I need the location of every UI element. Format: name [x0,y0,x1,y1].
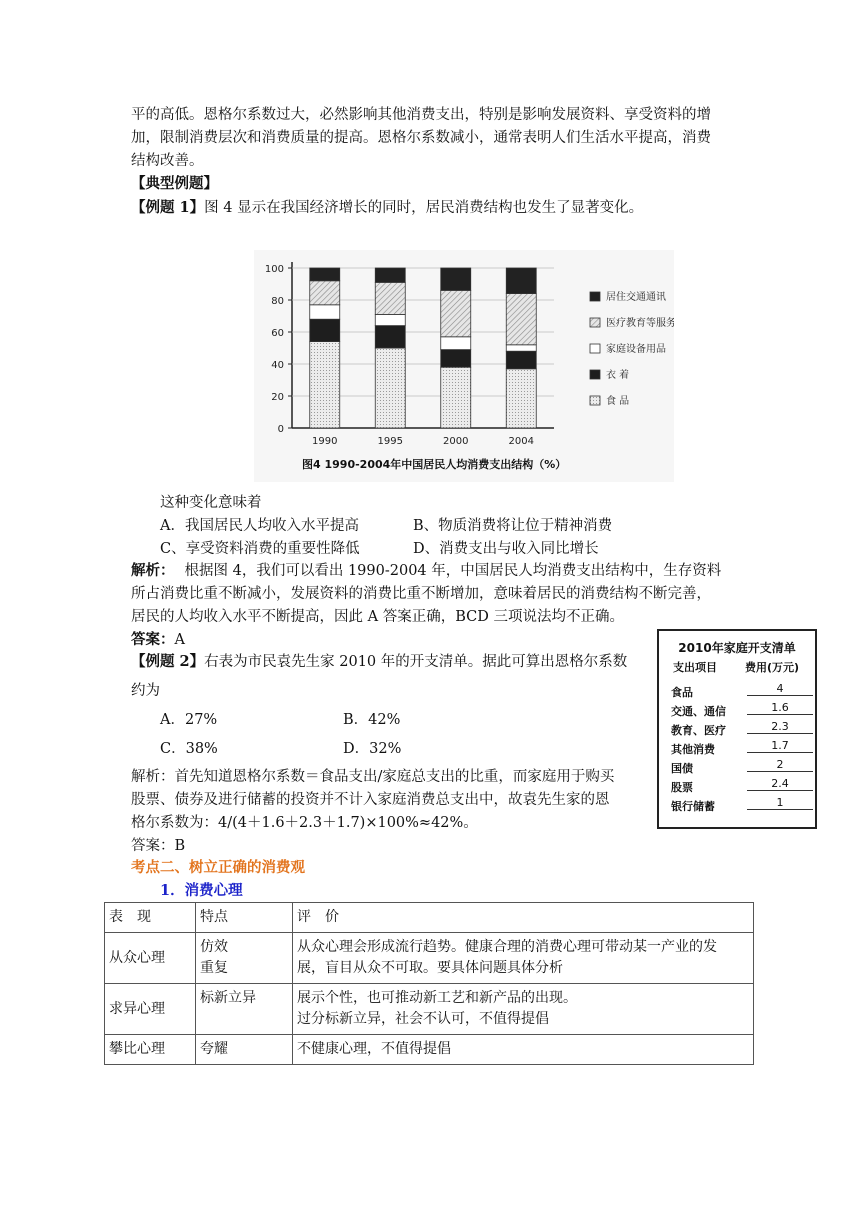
example-1-option-b: B、物质消费将让位于精神消费 [413,518,613,534]
bar-segment [310,342,340,428]
table-header-cell: 表 现 [105,903,196,933]
expense-item: 其他消费 [671,743,715,756]
example-2-option-c: C．38% [160,741,218,757]
bar-segment [506,369,536,428]
expense-cost: 1.7 [747,739,813,753]
x-tick-label: 1995 [377,436,403,447]
expense-row [671,684,811,702]
expense-list-title: 2010年家庭开支清单 [678,641,796,655]
example-1-text: 图 4 显示在我国经济增长的同时，居民消费结构也发生了显著变化。 [204,200,644,216]
example-1-option-c: C、享受资料消费的重要性降低 [160,541,360,557]
bar-segment [441,268,471,290]
example-1-analysis-label: 解析： [131,562,175,579]
expense-row [671,760,811,778]
x-tick-label: 2000 [443,436,469,447]
example-1-analysis-line-2: 所占消费比重不断减小，发展资料的消费比重不断增加，意味着居民的消费结构不断完善， [131,586,711,602]
bar-segment [310,319,340,341]
table-header-row [105,903,754,933]
intro-line-3: 结构改善。 [131,153,204,169]
bar-segment [441,337,471,350]
table-cell-eval: 不健康心理，不值得提倡 [293,1035,754,1065]
consumer-psychology-table [104,902,754,1065]
expense-cost: 2.3 [747,720,813,734]
eval-line: 展示个性，也可推动新工艺和新产品的出现。 [297,990,577,1006]
example-1-analysis-line-3: 居民的人均收入水平不断提高，因此 A 答案正确，BCD 三项说法均不正确。 [131,609,624,625]
bar-segment [506,294,536,345]
table-row [105,1035,754,1065]
eval-line: 从众心理会形成流行趋势。健康合理的消费心理可带动某一产业的发 [297,939,717,955]
table-header-cell: 评 价 [293,903,754,933]
example-2-analysis-line-2: 股票、债券及进行储蓄的投资并不计入家庭消费总支出中，故袁先生家的恩 [131,792,610,808]
example-2-answer: 答案：B [131,838,186,854]
legend-swatch [590,318,600,327]
table-cell-trait: 标新立异 [196,984,293,1035]
expense-col-item: 支出项目 [673,661,717,674]
y-tick-label: 100 [264,264,284,275]
y-tick-label: 80 [271,296,284,307]
example-2-text-2: 约为 [131,683,160,699]
legend-label: 衣 着 [606,370,630,381]
example-2-option-b: B．42% [343,712,401,728]
example-1-intro [131,196,643,217]
table-cell-name: 攀比心理 [105,1035,196,1065]
legend-label: 食 品 [606,396,630,407]
expense-item: 教育、医疗 [671,724,726,737]
bar-segment [375,282,405,314]
example-1-option-a: A．我国居民人均收入水平提高 [160,518,359,534]
expense-item: 银行储蓄 [671,800,715,813]
example-2-text: 右表为市民袁先生家 2010 年的开支清单。据此可算出恩格尔系数 [204,654,628,670]
x-tick-label: 1990 [312,436,338,447]
bar-segment [375,268,405,282]
trait-line: 重复 [200,960,228,976]
legend-swatch [590,292,600,301]
section-2-subtitle: 1．消费心理 [160,882,243,899]
table-cell-eval [293,933,754,984]
bar-segment [506,268,536,294]
bar-segment [310,281,340,305]
y-tick-label: 0 [277,424,284,435]
example-2-analysis-line-1: 解析：首先知道恩格尔系数＝食品支出/家庭总支出的比重，而家庭用于购买 [131,769,615,785]
bar-segment [506,345,536,351]
bar-segment [375,314,405,325]
legend-label: 居住交通通讯 [606,292,666,303]
legend-swatch [590,344,600,353]
intro-line-1: 平的高低。恩格尔系数过大，必然影响其他消费支出，特别是影响发展资料、享受资料的增 [131,107,711,123]
y-tick-label: 60 [271,328,284,339]
example-2-intro [131,650,627,671]
table-cell-name: 从众心理 [105,933,196,984]
y-tick-label: 20 [271,392,284,403]
example-1-analysis-text: 根据图 4，我们可以看出 1990-2004 年，中国居民人均消费支出结构中，生存资料 [184,563,722,579]
example-1-answer-label: 答案： [131,631,175,648]
table-header-cell: 特点 [196,903,293,933]
expense-row [671,741,811,759]
bar-segment [310,305,340,319]
expense-cost: 1 [747,796,813,810]
expense-item: 交通、通信 [671,705,726,718]
example-1-option-d: D、消费支出与收入同比增长 [413,541,599,557]
table-cell-trait: 夸耀 [196,1035,293,1065]
table-row [105,933,754,984]
x-tick-label: 2004 [508,436,534,447]
consumption-structure-chart [254,250,674,482]
example-2-option-a: A．27% [160,712,218,728]
bar-segment [375,348,405,428]
chart-svg [254,250,674,482]
y-tick-label: 40 [271,360,284,371]
expense-item: 国债 [671,762,693,775]
trait-line: 仿效 [200,939,228,955]
expense-row [671,722,811,740]
chart-title: 图4 1990-2004年中国居民人均消费支出结构（%） [302,458,567,471]
example-1-answer-value: A [174,632,185,648]
table-cell-eval [293,984,754,1035]
bar-segment [441,290,471,336]
eval-line: 展，盲目从众不可取。要具体问题具体分析 [297,960,563,976]
expense-row [671,798,811,816]
bar-segment [506,351,536,369]
legend-swatch [590,396,600,405]
table-cell-name: 求异心理 [105,984,196,1035]
intro-line-2: 加，限制消费层次和消费质量的提高。恩格尔系数减小，通常表明人们生活水平提高，消费 [131,130,711,146]
bar-segment [310,268,340,281]
expense-item: 食品 [671,686,693,699]
expense-cost: 2.4 [747,777,813,791]
bar-segment [441,367,471,428]
expense-cost: 4 [747,682,813,696]
legend-label: 家庭设备用品 [606,344,666,355]
expense-cost: 2 [747,758,813,772]
expense-row [671,703,811,721]
table-row [105,984,754,1035]
expense-item: 股票 [671,781,693,794]
section-2-title: 考点二、树立正确的消费观 [131,859,305,876]
expense-cost: 1.6 [747,701,813,715]
legend-label: 医疗教育等服务 [606,318,674,329]
example-1-question: 这种变化意味着 [160,495,262,511]
table-cell-trait [196,933,293,984]
expense-col-cost: 费用(万元) [745,661,800,674]
expense-row [671,779,811,797]
example-2-option-d: D．32% [343,741,402,757]
bar-segment [441,350,471,368]
section-typical-heading: 【典型例题】 [131,175,218,192]
expense-list-box [657,629,817,829]
example-1-analysis-line-1 [131,559,721,580]
legend-swatch [590,370,600,379]
example-1-answer [131,628,185,649]
eval-line: 过分标新立异，社会不认可，不值得提倡 [297,1011,549,1027]
example-2-label: 【例题 2】 [131,653,205,670]
bar-segment [375,326,405,348]
example-1-label: 【例题 1】 [131,199,205,216]
example-2-analysis-line-3: 格尔系数为：4/(4＋1.6＋2.3＋1.7)×100%≈42%。 [131,815,478,831]
